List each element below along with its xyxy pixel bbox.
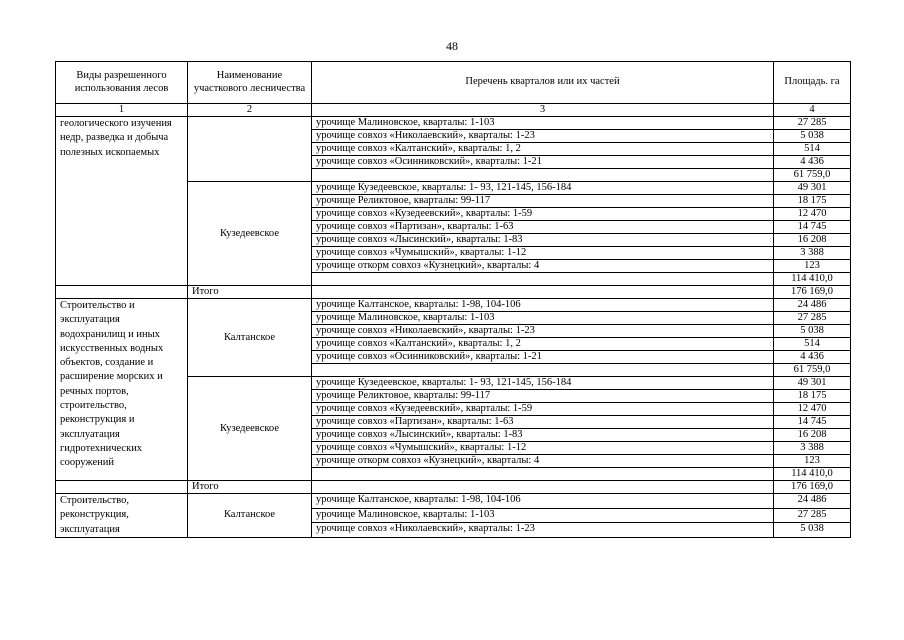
forestry-cell: Калтанское — [188, 494, 312, 538]
use-type-cell: Строительство, реконструкция, эксплуатация — [56, 494, 188, 538]
total-use-cell — [56, 286, 188, 299]
quarters-cell: урочище Малиновское, кварталы: 1-103 — [312, 508, 774, 523]
total-row — [56, 286, 851, 299]
quarters-cell: урочище Кузедеевское, кварталы: 1- 93, 121-145, 156-184 — [312, 182, 774, 195]
subtotal-area-cell: 61 759,0 — [774, 169, 851, 182]
area-cell: 14 745 — [774, 221, 851, 234]
header-row — [56, 62, 851, 104]
area-cell: 24 486 — [774, 494, 851, 509]
forestry-cell: Калтанское — [188, 299, 312, 377]
quarters-cell — [312, 481, 774, 494]
quarters-cell: урочище совхоз «Кузедеевский», кварталы: 1-59 — [312, 403, 774, 416]
quarters-cell — [312, 169, 774, 182]
header-use-type: Виды разрешенного использования лесов — [56, 62, 188, 104]
quarters-cell: урочище совхоз «Осинниковский», кварталы: 1-21 — [312, 351, 774, 364]
area-cell: 16 208 — [774, 429, 851, 442]
area-cell: 49 301 — [774, 182, 851, 195]
area-cell: 12 470 — [774, 208, 851, 221]
quarters-cell: урочище Малиновское, кварталы: 1-103 — [312, 117, 774, 130]
quarters-cell: урочище совхоз «Партизан», кварталы: 1-63 — [312, 221, 774, 234]
quarters-cell: урочище Реликтовое, кварталы: 99-117 — [312, 390, 774, 403]
forestry-cell: Кузедеевское — [188, 377, 312, 481]
quarters-cell: урочище Малиновское, кварталы: 1-103 — [312, 312, 774, 325]
area-cell: 49 301 — [774, 377, 851, 390]
total-row — [56, 481, 851, 494]
area-cell: 16 208 — [774, 234, 851, 247]
area-cell: 24 486 — [774, 299, 851, 312]
area-cell: 18 175 — [774, 390, 851, 403]
area-cell: 27 285 — [774, 508, 851, 523]
area-cell: 3 388 — [774, 247, 851, 260]
quarters-cell: урочище совхоз «Кузедеевский», кварталы: 1-59 — [312, 208, 774, 221]
area-cell: 514 — [774, 338, 851, 351]
area-cell: 14 745 — [774, 416, 851, 429]
column-number: 2 — [188, 104, 312, 117]
header-forestry: Наименование участкового лесничества — [188, 62, 312, 104]
area-cell: 4 436 — [774, 156, 851, 169]
area-cell: 3 388 — [774, 442, 851, 455]
area-cell: 18 175 — [774, 195, 851, 208]
total-area-cell: 176 169,0 — [774, 481, 851, 494]
quarters-cell: урочище Кузедеевское, кварталы: 1- 93, 121-145, 156-184 — [312, 377, 774, 390]
table-row — [56, 117, 851, 130]
quarters-cell: урочище откорм совхоз «Кузнецкий», кварталы: 4 — [312, 260, 774, 273]
use-type-cell: геологического изучения недр, разведка и добыча полезных ископаемых — [56, 117, 188, 286]
quarters-cell: урочище совхоз «Партизан», кварталы: 1-63 — [312, 416, 774, 429]
area-cell: 4 436 — [774, 351, 851, 364]
quarters-cell: урочище совхоз «Николаевский», кварталы: 1-23 — [312, 325, 774, 338]
subtotal-area-cell: 114 410,0 — [774, 468, 851, 481]
subtotal-area-cell: 61 759,0 — [774, 364, 851, 377]
table-row — [56, 299, 851, 312]
total-label-cell: Итого — [188, 286, 312, 299]
area-cell: 27 285 — [774, 312, 851, 325]
quarters-cell — [312, 273, 774, 286]
header-quarters: Перечень кварталов или их частей — [312, 62, 774, 104]
column-number-row — [56, 104, 851, 117]
quarters-cell: урочище совхоз «Осинниковский», кварталы: 1-21 — [312, 156, 774, 169]
quarters-cell — [312, 364, 774, 377]
quarters-cell: урочище Реликтовое, кварталы: 99-117 — [312, 195, 774, 208]
quarters-cell — [312, 286, 774, 299]
quarters-cell: урочище Калтанское, кварталы: 1-98, 104-106 — [312, 494, 774, 509]
subtotal-area-cell: 114 410,0 — [774, 273, 851, 286]
area-cell: 27 285 — [774, 117, 851, 130]
quarters-cell: урочище совхоз «Чумышский», кварталы: 1-12 — [312, 247, 774, 260]
total-use-cell — [56, 481, 188, 494]
area-cell: 12 470 — [774, 403, 851, 416]
quarters-cell: урочище Калтанское, кварталы: 1-98, 104-106 — [312, 299, 774, 312]
table-body — [56, 117, 851, 538]
area-cell: 5 038 — [774, 325, 851, 338]
total-label-cell: Итого — [188, 481, 312, 494]
quarters-cell: урочище совхоз «Николаевский», кварталы: 1-23 — [312, 523, 774, 538]
area-cell: 514 — [774, 143, 851, 156]
quarters-cell: урочище совхоз «Лысинский», кварталы: 1-83 — [312, 429, 774, 442]
allowed-use-table — [55, 61, 851, 538]
quarters-cell — [312, 468, 774, 481]
total-area-cell: 176 169,0 — [774, 286, 851, 299]
area-cell: 123 — [774, 455, 851, 468]
page-number: 48 — [446, 39, 458, 53]
forestry-cell: Кузедеевское — [188, 182, 312, 286]
header-area: Площадь. га — [774, 62, 851, 104]
area-cell: 5 038 — [774, 523, 851, 538]
column-number: 4 — [774, 104, 851, 117]
table-row — [56, 494, 851, 509]
quarters-cell: урочище совхоз «Лысинский», кварталы: 1-83 — [312, 234, 774, 247]
quarters-cell: урочище совхоз «Чумышский», кварталы: 1-12 — [312, 442, 774, 455]
quarters-cell: урочище совхоз «Калтанский», кварталы: 1, 2 — [312, 143, 774, 156]
column-number: 3 — [312, 104, 774, 117]
area-cell: 5 038 — [774, 130, 851, 143]
area-cell: 123 — [774, 260, 851, 273]
quarters-cell: урочище откорм совхоз «Кузнецкий», кварталы: 4 — [312, 455, 774, 468]
quarters-cell: урочище совхоз «Калтанский», кварталы: 1, 2 — [312, 338, 774, 351]
column-number: 1 — [56, 104, 188, 117]
use-type-cell: Строительство и эксплуатация водохранилищ и иных искусственных водных объектов, создание и расширение морских и речных портов, строительство, реконструкция и эксплуатация гидротехнических сооружений — [56, 299, 188, 481]
quarters-cell: урочище совхоз «Николаевский», кварталы: 1-23 — [312, 130, 774, 143]
forestry-cell — [188, 117, 312, 182]
